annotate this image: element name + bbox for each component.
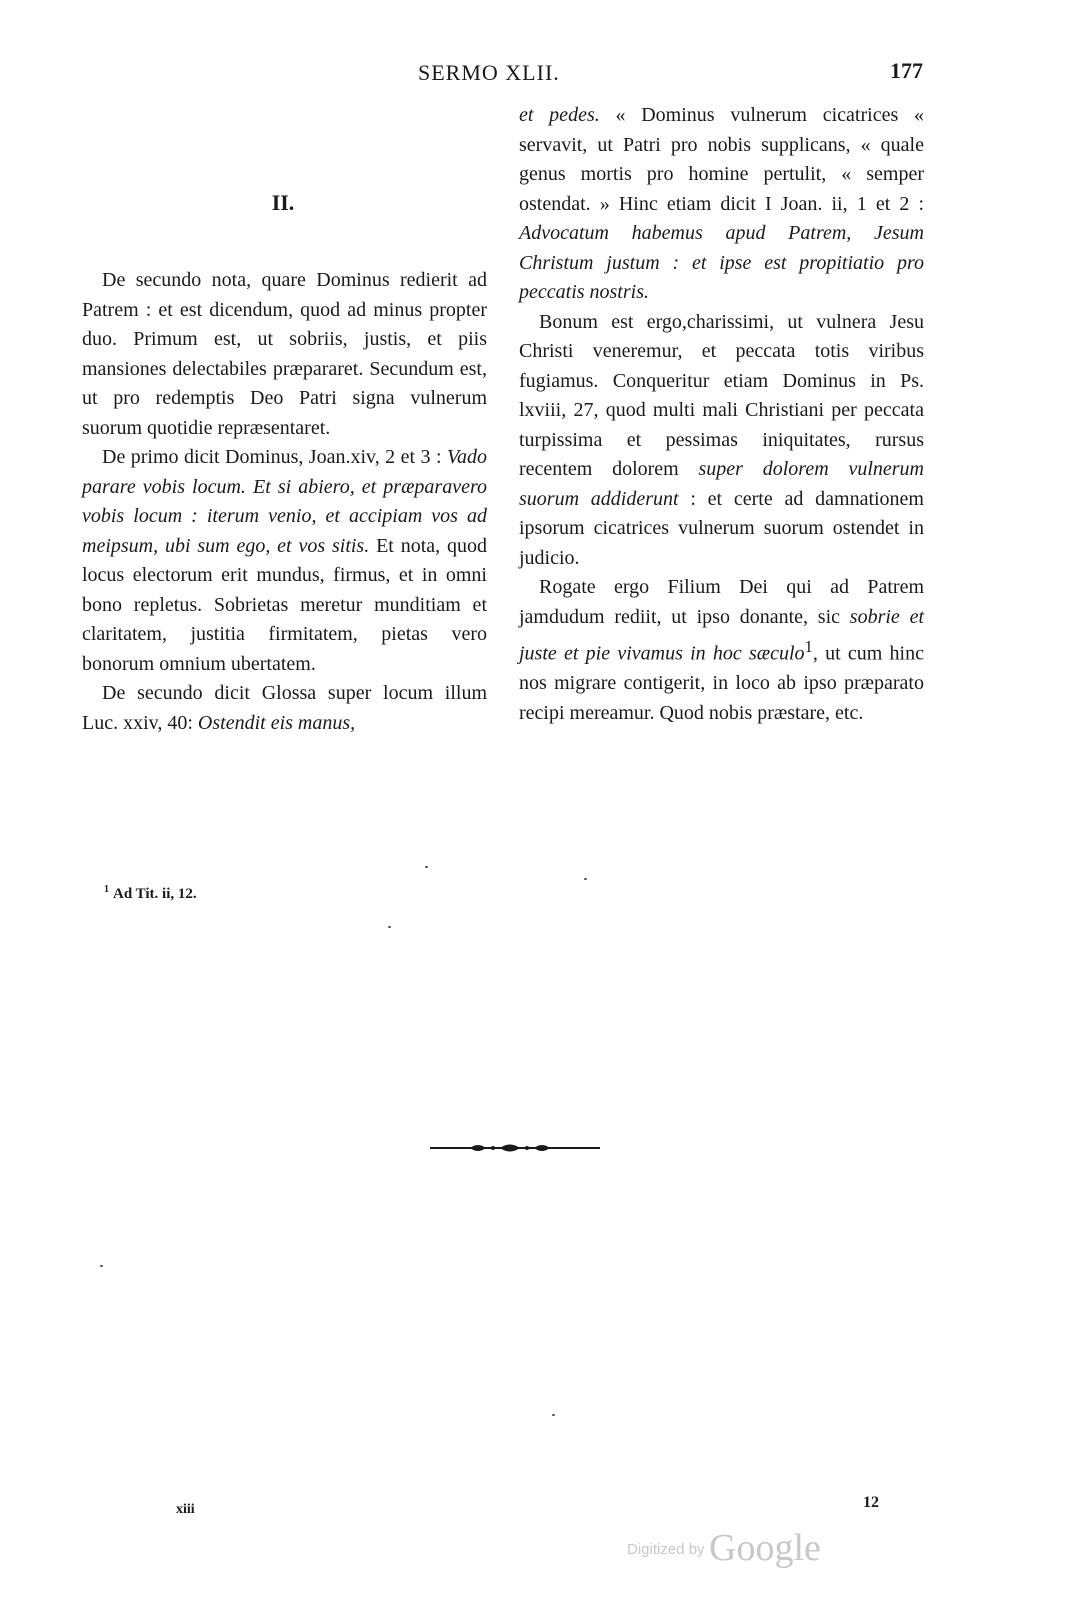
right-column (519, 101, 924, 728)
speck-mark (388, 926, 391, 928)
scripture-quote: et pedes. (519, 104, 600, 126)
watermark-prefix: Digitized by (627, 1541, 705, 1558)
watermark-brand: Google (709, 1527, 821, 1569)
paragraph-exhortation (519, 573, 924, 728)
signature-mark: xiii (176, 1502, 195, 1517)
text-run: Rogate ergo Filium Dei qui ad Patrem jamdudum rediit, ut ipso donante, sic (519, 576, 924, 628)
footnote-marker: 1 (104, 884, 109, 895)
gathering-number: 12 (863, 1494, 879, 1511)
scripture-quote: Ostendit eis manus, (197, 711, 356, 734)
text-run: « Dominus vulnerum cicatrices « servavit, ut Patri pro nobis supplicans, « quale genus mortis pro homine pertulit, « semper ostendat. » Hinc etiam dicit I Joan. ii, 1 et 2 : (519, 104, 924, 215)
speck-mark (100, 1265, 103, 1267)
scripture-quote: sobrie et juste et pie vivamus in hoc sæculo (519, 605, 924, 665)
paragraph-first-point (82, 443, 487, 679)
footnote-reference: 1 (804, 637, 813, 656)
footnote (104, 884, 197, 903)
paragraph-continuation (519, 101, 924, 308)
speck-mark (552, 1414, 555, 1416)
ornament-divider-icon (430, 1141, 600, 1155)
page-number: 177 (890, 58, 923, 83)
footnote-text: Ad Tit. ii, 12. (113, 886, 197, 902)
text-run: De secundo dicit Glossa super locum illum Luc. xxiv, 40: (82, 682, 487, 734)
speck-mark (425, 866, 428, 868)
paragraph-second-reason: De secundo nota, quare Dominus redierit ad Patrem : et est dicendum, quod ad minus propter duo. Primum est, ut sobriis, justis, et piis mansiones delectabiles præpararet. Secundum est, ut pro redemptis Deo Patri signa vulnerum suorum quotidie repræsentaret. (82, 269, 487, 439)
speck-mark (584, 878, 587, 880)
scripture-quote: super dolorem vulnerum suorum addiderunt (519, 458, 924, 510)
scripture-quote: Advocatum habemus apud Patrem, Jesum Christum justum : et ipse est propitiatio pro peccatis nostris. (519, 222, 924, 303)
paragraph-second-point (82, 679, 487, 738)
running-title: SERMO XLII. (418, 60, 560, 85)
scripture-quote: Vado parare vobis locum. Et si abiero, et præparavero vobis locum : iterum venio, et accipiam vos ad meipsum, ubi sum ego, et vos sitis. (82, 446, 487, 557)
section-heading: II. (271, 190, 295, 215)
text-run: Bonum est ergo,charissimi, ut vulnera Jesu Christi veneremur, et peccata totis viribus fugiamus. Conqueritur etiam Dominus in Ps. lxviii, 27, quod multi mali Christiani per peccata turpissima et pessimas iniquitates, rursus recentem dolorem (519, 310, 924, 480)
text-run: : et certe ad damnationem ipsorum cicatrices vulnerum suorum ostendet in judicio. (519, 487, 924, 569)
text-run: Et nota, quod locus electorum erit mundus, firmus, et in omni bono repletus. Sobrietas meretur munditiam et claritatem, justitia firmitatem, pietas vero bonorum omnium ubertatem. (82, 534, 487, 675)
text-run: De primo dicit Dominus, Joan.xiv, 2 et 3 : (102, 446, 447, 468)
text-run: , ut cum hinc nos migrare contigerit, in loco ab ipso præparato recipi mereamur. Quod nobis præstare, etc. (519, 642, 924, 724)
digitization-watermark (627, 1526, 821, 1570)
left-column (82, 266, 487, 738)
paragraph-veneration (519, 308, 924, 574)
